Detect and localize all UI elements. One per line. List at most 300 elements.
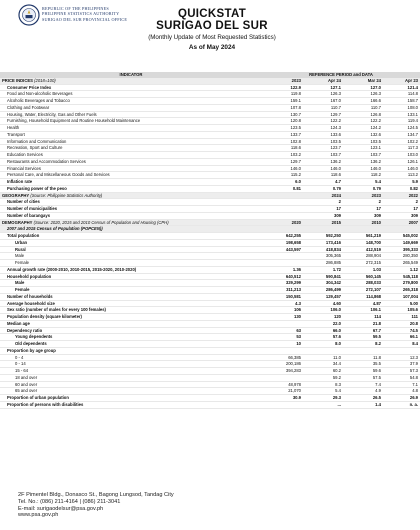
indicator-value: 129.7: [262, 158, 303, 165]
indicator-value: 110.7: [303, 104, 343, 111]
indicator-value: 167.0: [303, 98, 343, 105]
agency-line: SURIGAO DEL SUR PROVINCIAL OFFICE: [42, 16, 128, 22]
indicator-value: 132.6: [343, 131, 383, 138]
section-note: (2018=100): [34, 77, 56, 83]
period-column-header: Apr 23: [383, 78, 420, 84]
indicator-value: 102.8: [262, 138, 303, 145]
indicator-value: 103.7: [343, 152, 383, 159]
table-row: [0, 239, 420, 246]
table-row: [0, 395, 420, 402]
indicator-value: 309: [383, 212, 420, 219]
indicator-value: 642,255: [262, 233, 303, 240]
indicator-value: 63: [262, 327, 303, 334]
indicator-value: 1.03: [343, 266, 383, 273]
indicator-value: 126.3: [343, 91, 383, 98]
table-row: [0, 233, 420, 240]
indicator-value: 60.2: [303, 368, 343, 375]
indicator-value: 8.4: [383, 341, 420, 348]
indicator-label: Old dependents: [0, 341, 262, 348]
indicator-value: 111: [383, 314, 420, 321]
indicator-label: Purchasing power of the peso: [0, 185, 262, 192]
indicator-value: 106.1: [343, 307, 383, 314]
indicator-value: 115.2: [262, 172, 303, 179]
indicator-value: 113.2: [383, 172, 420, 179]
indicator-value: 146.0: [262, 165, 303, 172]
table-row: [0, 354, 420, 361]
indicator-value: 134.7: [383, 131, 420, 138]
indicator-value: 1.12: [383, 266, 420, 273]
indicator-label: Urban: [0, 239, 262, 246]
indicator-value: 57.3: [383, 368, 420, 375]
indicator-value: 418,834: [303, 246, 343, 253]
indicator-value: 286,885: [303, 260, 343, 267]
indicator-value: 26.5: [343, 395, 383, 402]
indicator-value: 21.8: [343, 320, 383, 327]
indicator-value: 103.2: [262, 152, 303, 159]
indicator-value: 5.4: [303, 388, 343, 395]
table-row: [0, 401, 420, 408]
indicator-value: 129,457: [303, 293, 343, 300]
indicator-label: Household population: [0, 273, 262, 280]
table-row: [0, 98, 420, 105]
indicator-value: 133.1: [383, 111, 420, 118]
indicator-value: 545,118: [383, 273, 420, 280]
indicator-value: 146.0: [383, 165, 420, 172]
table-row: [0, 287, 420, 294]
indicator-value: 107.8: [262, 104, 303, 111]
indicator-label: Clothing and Footwear: [0, 104, 262, 111]
table-row: [0, 253, 420, 260]
indicator-value: 149,669: [383, 239, 420, 246]
indicator-value: 118.2: [343, 172, 383, 179]
indicator-value: 10: [262, 341, 303, 348]
indicator-value: [262, 401, 303, 408]
indicator-value: 592,250: [303, 233, 343, 240]
table-row: [0, 341, 420, 348]
indicator-value: 34.4: [303, 361, 343, 368]
section-title: [0, 219, 262, 226]
indicator-label: Male: [0, 280, 262, 287]
indicator-value: 120: [303, 314, 343, 321]
indicator-label: Male: [0, 253, 262, 260]
indicator-value: 122.9: [262, 84, 303, 91]
indicator-value: 122.2: [343, 118, 383, 125]
indicator-value: 26.9: [383, 395, 420, 402]
indicator-value: 108.0: [383, 104, 420, 111]
indicator-value: 8.2: [343, 341, 383, 348]
indicator-value: 590,841: [303, 273, 343, 280]
table-row: [0, 320, 420, 327]
indicator-value: 130: [262, 314, 303, 321]
table-row: [0, 199, 420, 206]
indicator-value: 103.5: [303, 138, 343, 145]
indicator-label: Proportion of persons with disabilities: [0, 401, 262, 408]
indicator-value: 2: [303, 199, 343, 206]
indicator-label: Number of cities: [0, 199, 262, 206]
indicator-value: 272,315: [343, 260, 383, 267]
indicator-value: 59.5: [343, 334, 383, 341]
indicator-value: 136.2: [343, 158, 383, 165]
indicator-value: 110.7: [343, 104, 383, 111]
indicator-value: 130.7: [262, 111, 303, 118]
indicator-value: 12.3: [383, 354, 420, 361]
indicator-value: 0.82: [383, 185, 420, 192]
table-row: [0, 273, 420, 280]
table-row: [0, 131, 420, 138]
indicator-value: [262, 206, 303, 213]
table-row: [0, 327, 420, 334]
indicator-value: 57.5: [343, 374, 383, 381]
indicator-value: 122.2: [303, 118, 343, 125]
indicator-value: 198,658: [262, 239, 303, 246]
indicator-label: Financial Services: [0, 165, 262, 172]
indicator-value: 200,186: [262, 361, 303, 368]
indicator-value: 560,145: [343, 273, 383, 280]
indicator-value: 118.6: [262, 145, 303, 152]
indicator-value: 158.7: [383, 98, 420, 105]
indicator-label: Restaurants and Accommodation Services: [0, 158, 262, 165]
report-province: SURIGAO DEL SUR: [156, 20, 268, 32]
indicator-value: 17: [343, 206, 383, 213]
period-column-header: 2010: [343, 219, 383, 226]
table-row: [0, 260, 420, 267]
indicator-value: 7.4: [343, 381, 383, 388]
period-column-header: Mar 24: [343, 78, 383, 84]
indicator-value: 4.3: [262, 300, 303, 307]
indicator-value: 146.0: [303, 165, 343, 172]
indicator-label: 60 and over: [0, 381, 262, 388]
indicator-label: 18 and over: [0, 374, 262, 381]
table-row: [0, 280, 420, 287]
agency-line: REPUBLIC OF THE PHILIPPINES: [42, 6, 109, 11]
indicator-value: 0.81: [262, 185, 303, 192]
office-email: E-mail: surigaodelsur@psa.gov.ph: [18, 505, 104, 512]
indicator-value: [262, 212, 303, 219]
table-row: [0, 300, 420, 307]
indicator-value: 29.3: [303, 395, 343, 402]
period-column-header: [262, 192, 303, 199]
report-header: [18, 4, 406, 62]
indicator-value: 304,342: [303, 280, 343, 287]
table-row: [0, 91, 420, 98]
indicator-value: 123.5: [262, 125, 303, 132]
indicator-value: 59.2: [303, 374, 343, 381]
indicator-label: Population density (square kilometer): [0, 314, 262, 321]
indicator-value: 394,283: [262, 368, 303, 375]
table-row: [0, 165, 420, 172]
report-description: (Monthly Update of Most Requested Statistics): [148, 34, 276, 41]
indicator-value: 66.0: [303, 327, 343, 334]
indicator-value: 17: [303, 206, 343, 213]
indicator-value: [262, 320, 303, 327]
reference-header: REFERENCE PERIOD and DATA: [262, 72, 420, 78]
section-note-row: [0, 226, 420, 233]
indicator-value: n. a.: [383, 401, 420, 408]
indicator-value: 119.8: [262, 91, 303, 98]
indicator-value: 395,333: [383, 246, 420, 253]
indicator-value: 127.0: [343, 84, 383, 91]
report-title: QUICKSTAT: [177, 8, 247, 20]
indicator-value: 21,070: [262, 388, 303, 395]
table-row: [0, 125, 420, 132]
indicator-value: 173,416: [303, 239, 343, 246]
indicator-value: [262, 374, 303, 381]
indicator-value: 66.1: [383, 334, 420, 341]
table-row: [0, 158, 420, 165]
indicator-value: 5.4: [343, 179, 383, 186]
report-as-of: As of May 2024: [188, 44, 236, 51]
indicator-value: [303, 347, 343, 354]
indicator-value: 20.8: [383, 320, 420, 327]
indicator-label: Proportion of urban population: [0, 395, 262, 402]
table-row: [0, 84, 420, 91]
indicator-value: 443,597: [262, 246, 303, 253]
indicator-value: 119.4: [383, 118, 420, 125]
table-row: [0, 293, 420, 300]
period-column-header: 2015: [303, 219, 343, 226]
indicator-value: 4.8: [383, 388, 420, 395]
table-row: [0, 138, 420, 145]
table-row: [0, 314, 420, 321]
indicator-label: Education Services: [0, 152, 262, 159]
indicator-label: Inflation rate: [0, 179, 262, 186]
indicator-value: 120.8: [262, 118, 303, 125]
indicator-value: 123.1: [343, 145, 383, 152]
indicator-value: 265,549: [383, 260, 420, 267]
indicator-value: 133.6: [303, 131, 343, 138]
indicator-value: 102.2: [383, 138, 420, 145]
indicator-value: 107,004: [383, 293, 420, 300]
indicator-value: 545,002: [383, 233, 420, 240]
indicator-value: 4.60: [303, 300, 343, 307]
indicator-value: 11.0: [303, 354, 343, 361]
indicator-value: 0.79: [343, 185, 383, 192]
indicator-label: Health: [0, 125, 262, 132]
section-note: (Source: Philippine Statistics Authority): [30, 192, 103, 198]
indicator-label: Personal Care, and Miscellaneous Goods and Services: [0, 172, 262, 179]
indicator-label: Total population: [0, 233, 262, 240]
table-row: [0, 266, 420, 273]
indicator-value: 126.8: [343, 111, 383, 118]
table-row: [0, 111, 420, 118]
indicator-label: Number of households: [0, 293, 262, 300]
indicator-value: [343, 347, 383, 354]
section-note-continued: 2007 and 2015 Census of Population (POPCEN)): [0, 226, 420, 233]
indicator-label: Number of municipalities: [0, 206, 262, 213]
indicator-value: 114,868: [343, 293, 383, 300]
indicator-value: 148,700: [343, 239, 383, 246]
office-contact: [18, 492, 174, 519]
indicator-value: 265,318: [383, 287, 420, 294]
quickstat-table: [0, 72, 420, 409]
indicator-value: 2: [343, 199, 383, 206]
indicator-value: 288,033: [343, 280, 383, 287]
table-row: [0, 179, 420, 186]
indicator-value: [262, 199, 303, 206]
indicator-value: 57.6: [303, 334, 343, 341]
indicator-value: 48,978: [262, 381, 303, 388]
indicator-value: 37.9: [383, 361, 420, 368]
table-row: [0, 118, 420, 125]
indicator-value: 286,499: [303, 287, 343, 294]
indicator-label: Proportion by age group: [0, 347, 262, 354]
indicator-value: 0.79: [303, 185, 343, 192]
indicator-value: 166.6: [343, 98, 383, 105]
indicator-value: 118.6: [303, 172, 343, 179]
period-column-header: Apr 24: [303, 78, 343, 84]
agency-line: PHILIPPINE STATISTICS AUTHORITY: [42, 11, 120, 17]
indicator-value: 114.8: [383, 91, 420, 98]
indicator-value: 133.7: [262, 131, 303, 138]
indicator-value: 309: [303, 212, 343, 219]
table-row: [0, 368, 420, 375]
section-name: DEMOGRAPHY: [2, 219, 33, 225]
indicator-value: 124.2: [343, 125, 383, 132]
indicator-value: 311,213: [262, 287, 303, 294]
indicator-value: 159.1: [262, 98, 303, 105]
indicator-value: 127.1: [303, 84, 343, 91]
indicator-value: 67.7: [343, 327, 383, 334]
indicator-value: 103.0: [383, 152, 420, 159]
indicator-label: Female: [0, 287, 262, 294]
table-row: [0, 104, 420, 111]
table-row: [0, 145, 420, 152]
indicator-label: Furnishing, Household Equipment and Routine Household Maintenance: [0, 118, 262, 125]
indicator-value: ...: [303, 401, 343, 408]
table-row: [0, 381, 420, 388]
indicator-value: 150,581: [262, 293, 303, 300]
indicator-value: 279,800: [383, 280, 420, 287]
indicator-label: Median age: [0, 320, 262, 327]
indicator-value: 17: [383, 206, 420, 213]
indicator-label: Consumer Price Index: [0, 84, 262, 91]
section-note: (Source: 2020, 2015 and 2010 Census of Population and Housing (CPH): [33, 219, 169, 225]
indicator-label: 65 and over: [0, 388, 262, 395]
indicator-value: 126.1: [383, 158, 420, 165]
indicator-value: 103.7: [303, 152, 343, 159]
indicator-value: 30.9: [262, 395, 303, 402]
indicator-value: [262, 347, 303, 354]
indicator-value: [262, 260, 303, 267]
indicator-value: 5.00: [383, 300, 420, 307]
indicator-value: 4.9: [343, 388, 383, 395]
period-column-header: 2007: [383, 219, 420, 226]
indicator-value: 288,904: [343, 253, 383, 260]
indicator-value: 305,365: [303, 253, 343, 260]
indicator-label: Housing, Water, Electricity, Gas and Other Fuels: [0, 111, 262, 118]
indicator-value: 123.7: [303, 145, 343, 152]
table-row: [0, 334, 420, 341]
indicator-value: 4.7: [303, 179, 343, 186]
period-column-header: 2022: [383, 192, 420, 199]
indicator-value: 129.7: [303, 111, 343, 118]
indicator-value: 74.5: [383, 327, 420, 334]
indicator-value: 53: [262, 334, 303, 341]
indicator-value: 136.2: [303, 158, 343, 165]
indicator-value: 4.87: [343, 300, 383, 307]
indicator-value: [262, 253, 303, 260]
indicator-label: Information and Communication: [0, 138, 262, 145]
indicator-label: Female: [0, 260, 262, 267]
indicator-value: 121.4: [383, 84, 420, 91]
indicator-value: 106.0: [303, 307, 343, 314]
indicator-value: [383, 347, 420, 354]
section-header-row: [0, 192, 420, 199]
indicator-label: Sex ratio (number of males for every 100 females): [0, 307, 262, 314]
indicator-value: 1.4: [343, 401, 383, 408]
indicator-value: 66,385: [262, 354, 303, 361]
indicator-value: 124.5: [383, 125, 420, 132]
indicator-value: 59.6: [343, 368, 383, 375]
indicator-label: Number of barangays: [0, 212, 262, 219]
indicator-label: 0 - 14: [0, 361, 262, 368]
table-row: [0, 361, 420, 368]
indicator-value: 2: [383, 199, 420, 206]
table-row: [0, 374, 420, 381]
table-row: [0, 246, 420, 253]
indicator-value: 103.5: [343, 138, 383, 145]
office-address: 2F Pimentel Bldg., Donasco St., Bagong Lungsod, Tandag City: [18, 492, 174, 498]
indicator-value: 106: [262, 307, 303, 314]
section-header-row: [0, 219, 420, 226]
indicator-label: Rural: [0, 246, 262, 253]
section-title: [0, 192, 262, 199]
office-telephone: Tel. No.: (086) 211-4164 | (086) 211-3041: [18, 498, 121, 505]
table-row: [0, 307, 420, 314]
indicator-value: 280,350: [383, 253, 420, 260]
indicator-value: 8.0: [303, 341, 343, 348]
indicator-value: 8.3: [303, 381, 343, 388]
indicator-value: 1.72: [303, 266, 343, 273]
indicator-value: 561,219: [343, 233, 383, 240]
indicator-value: 7.1: [383, 381, 420, 388]
indicator-label: Alcoholic Beverages and Tobacco: [0, 98, 262, 105]
indicator-value: 54.8: [383, 374, 420, 381]
indicator-value: 412,519: [343, 246, 383, 253]
indicator-value: 105.6: [383, 307, 420, 314]
table-row: [0, 172, 420, 179]
indicator-value: 146.0: [343, 165, 383, 172]
indicator-value: 309: [343, 212, 383, 219]
table-row: [0, 388, 420, 395]
period-column-header: 2023: [262, 78, 303, 84]
indicator-value: 1.36: [262, 266, 303, 273]
indicator-header: INDICATOR: [0, 72, 262, 78]
office-website: www.psa.gov.ph: [18, 512, 59, 519]
indicator-value: 640,512: [262, 273, 303, 280]
indicator-value: 22.0: [303, 320, 343, 327]
indicator-value: 272,107: [343, 287, 383, 294]
indicator-label: 15 - 64: [0, 368, 262, 375]
indicator-label: Recreation, Sport and Culture: [0, 145, 262, 152]
indicator-value: 35.5: [343, 361, 383, 368]
indicator-value: 124.3: [303, 125, 343, 132]
indicator-value: 126.3: [303, 91, 343, 98]
indicator-value: 329,299: [262, 280, 303, 287]
indicator-value: 114: [343, 314, 383, 321]
indicator-value: 5.9: [383, 179, 420, 186]
indicator-label: Dependency ratio: [0, 327, 262, 334]
table-row: [0, 212, 420, 219]
indicator-value: 11.8: [343, 354, 383, 361]
period-column-header: 2023: [343, 192, 383, 199]
period-column-header: 2024: [303, 192, 343, 199]
table-row: [0, 185, 420, 192]
table-row: [0, 152, 420, 159]
indicator-label: Annual growth rate (2000-2010, 2010-2015, 2015-2020, 2010-2020): [0, 266, 262, 273]
indicator-label: Average household size: [0, 300, 262, 307]
indicator-label: Young dependents: [0, 334, 262, 341]
